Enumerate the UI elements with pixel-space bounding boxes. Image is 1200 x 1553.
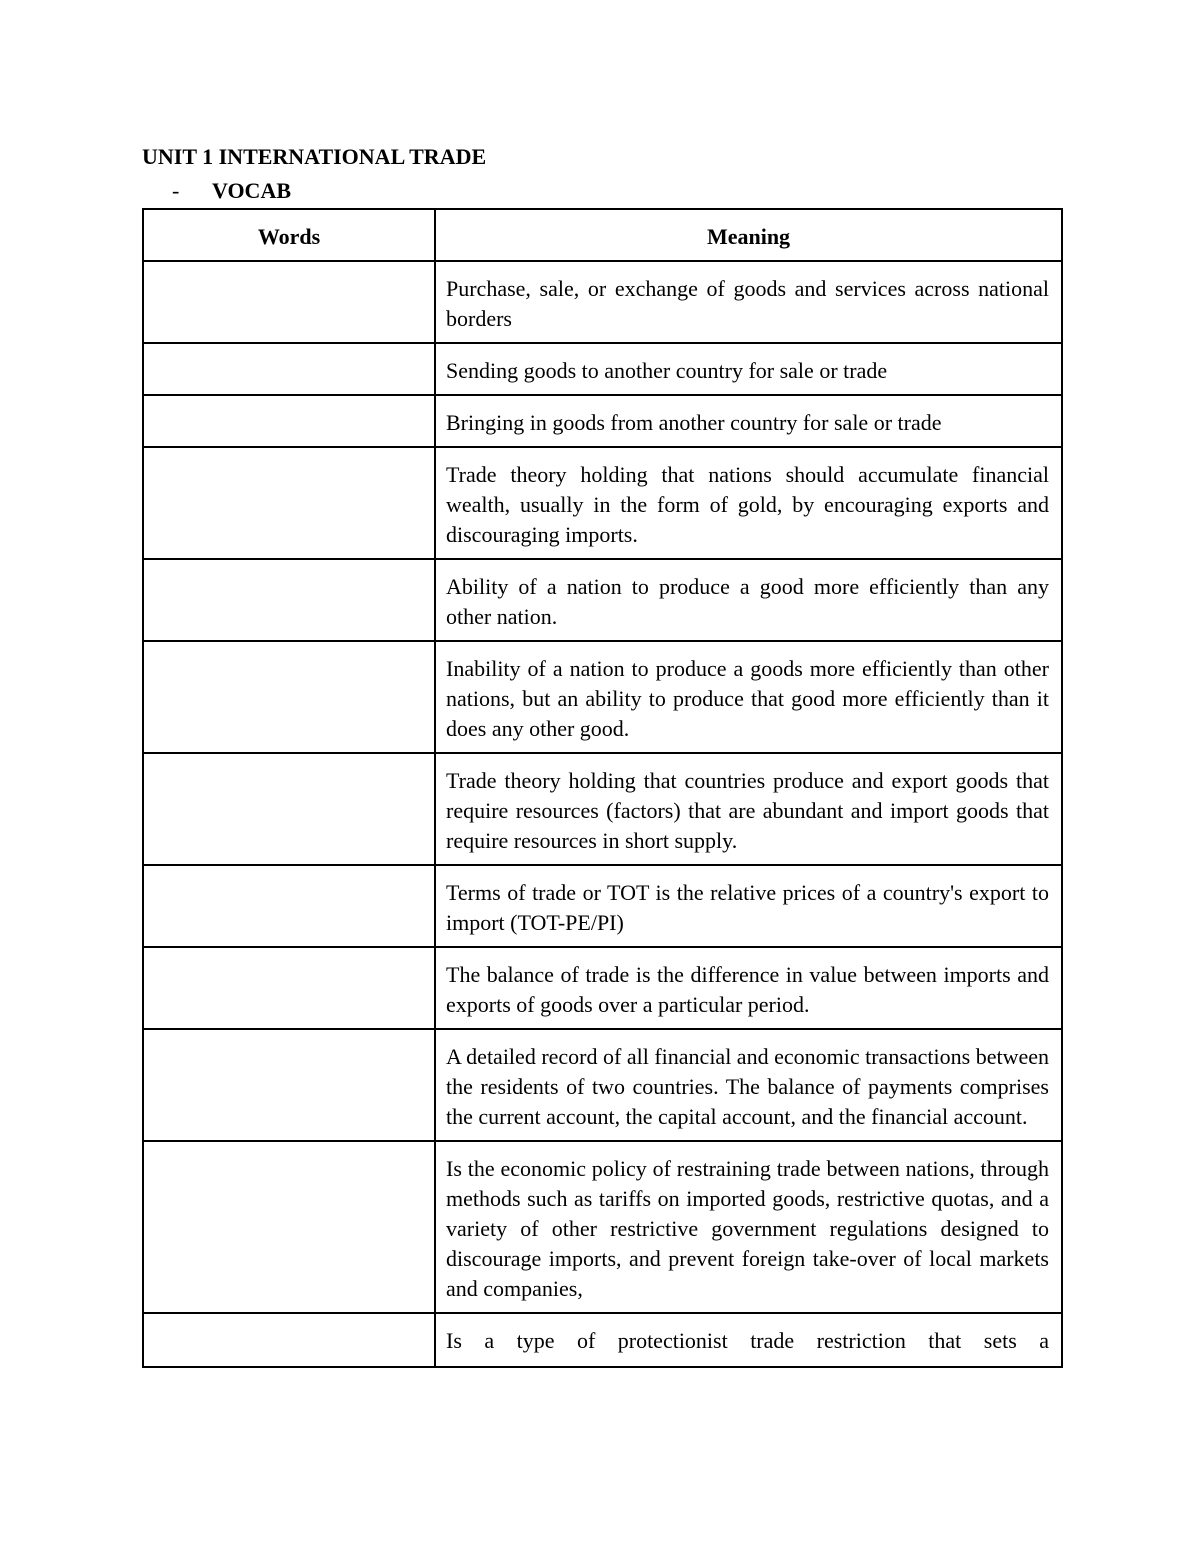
table-row [143,1141,1062,1313]
meaning-cell: Inability of a nation to produce a goods more efficiently than other nations, but an ability to produce that good more efficiently than it does any other good. [435,641,1062,753]
word-cell[interactable] [143,1141,435,1313]
table-row [143,947,1062,1029]
word-cell[interactable] [143,1313,435,1367]
meaning-cell: A detailed record of all financial and economic transactions between the residents of two countries. The balance of payments comprises the current account, the capital account, and the financial account. [435,1029,1062,1141]
table-row [143,261,1062,343]
table-row [143,559,1062,641]
meaning-cell-text: Is a type of protectionist trade restriction that sets a [446,1328,1049,1353]
section-label: VOCAB [212,178,292,203]
section-heading [172,176,291,206]
word-cell[interactable] [143,343,435,395]
word-cell[interactable] [143,447,435,559]
meaning-cell: Trade theory holding that countries produce and export goods that require resources (factors) that are abundant and import goods that require resources in short supply. [435,753,1062,865]
word-cell[interactable] [143,865,435,947]
meaning-cell: Sending goods to another country for sale or trade [435,343,1062,395]
word-cell[interactable] [143,559,435,641]
word-cell[interactable] [143,1029,435,1141]
page-title: UNIT 1 INTERNATIONAL TRADE [142,144,487,169]
table-row [143,753,1062,865]
meaning-cell: Bringing in goods from another country for sale or trade [435,395,1062,447]
header-words: Words [143,209,435,261]
meaning-cell: Purchase, sale, or exchange of goods and services across national borders [435,261,1062,343]
table-row [143,641,1062,753]
meaning-cell [435,1313,1062,1367]
table-header-row [143,209,1062,261]
meaning-cell: The balance of trade is the difference in value between imports and exports of goods over a particular period. [435,947,1062,1029]
table-row [143,343,1062,395]
word-cell[interactable] [143,261,435,343]
table-row [143,395,1062,447]
meaning-cell: Terms of trade or TOT is the relative prices of a country's export to import (TOT-PE/PI) [435,865,1062,947]
word-cell[interactable] [143,395,435,447]
meaning-cell: Trade theory holding that nations should accumulate financial wealth, usually in the form of gold, by encouraging exports and discouraging imports. [435,447,1062,559]
meaning-cell: Is the economic policy of restraining trade between nations, through methods such as tariffs on imported goods, restrictive quotas, and a variety of other restrictive government regulations designed to discourage imports, and prevent foreign take-over of local markets and companies, [435,1141,1062,1313]
table-row [143,1029,1062,1141]
table-row [143,865,1062,947]
word-cell[interactable] [143,641,435,753]
vocab-table [142,208,1063,1368]
bullet-dash: - [172,178,180,203]
header-meaning: Meaning [435,209,1062,261]
table-row [143,1313,1062,1367]
meaning-cell: Ability of a nation to produce a good more efficiently than any other nation. [435,559,1062,641]
table-row [143,447,1062,559]
word-cell[interactable] [143,947,435,1029]
word-cell[interactable] [143,753,435,865]
